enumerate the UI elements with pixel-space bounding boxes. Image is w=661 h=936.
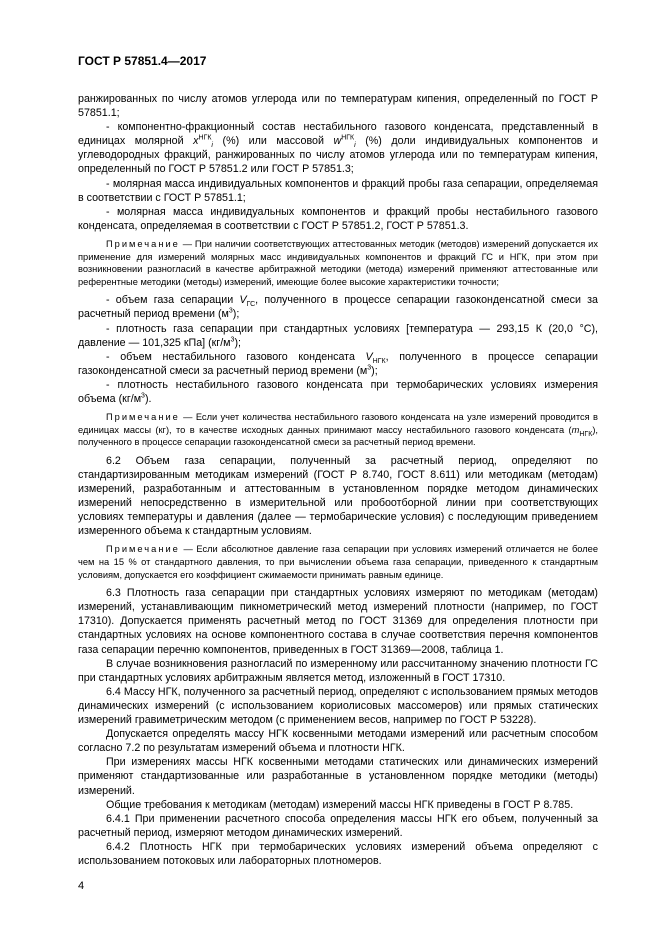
paragraph: - объем газа сепарации $V_{ГС}$, полученного в процессе сепарации газоконденсатной смеси за расчетный период времени $(м^3)$; — [78, 294, 599, 321]
note: Примечание — При наличии соответствующих аттестованных методик (методов) измерений допускается их применение для измерений молярных масс индивидуальных компонентов и фракций ГС и НГК, при этом при возникновении разногласий в качестве арбитражной методики (метода) измерений применяют аттестованные или референтные методики (методы) измерений, имеющие более высокие характеристики точности; — [78, 238, 598, 287]
page-number: 4 — [78, 880, 85, 892]
paragraph: При измерениях массы НГК косвенными методами статических или динамических измерений применяют стандартизованные или разработанные в установленном порядке методики (методы) измерений. — [78, 756, 598, 797]
note: Примечание — Если учет количества нестабильного газового конденсата на узле измерений проводится в единицах массы (кг), то в качестве исходных данных принимают массу нестабильного газового конденсата $(m_{НГК})$, полученного в процессе сепарации газоконденсатной смеси за расчетный период времени. — [78, 412, 598, 448]
section-6-3: 6.3 Плотность газа сепарации при стандартных условиях измеряют по методикам (методам) измерений, устанавливающим пикнометрический метод измерений плотности (например, по ГОСТ 17310). Допускается применять расчетный метод по ГОСТ 31369 для определения плотности при стандартных условиях на основе компонентного состава в случае соответствия перечня компонентов газа сепарации перечню компонентов, приведенных в ГОСТ 31369—2008, таблица 1. — [78, 587, 598, 656]
document-body — [78, 92, 598, 868]
section-6-2: 6.2 Объем газа сепарации, полученный за расчетный период, определяют по стандартизированным методикам измерений (ГОСТ Р 8.740, ГОСТ 8.611) или методикам (методам) измерений, разработанным и аттестованным в установленном порядке методом динамических измерений непосредственно в измерительной или пробоотборной линии при соответствующих условиях температуры и давления (далее — термобарические условия) с последующим приведением измеренного объема к стандартным условиям. — [78, 454, 598, 538]
paragraph: - плотность нестабильного газового конденсата при термобарических условиях измерения объема $(кг/м^3)$. — [78, 378, 598, 405]
paragraph: Общие требования к методикам (методам) измерений массы НГК приведены в ГОСТ Р 8.785. — [106, 798, 574, 811]
paragraph: - объем нестабильного газового конденсата $V_{НГК}$, полученного в процессе сепарации газоконденсатной смеси за расчетный период времени $(м^3)$; — [78, 350, 598, 377]
paragraph: Допускается определять массу НГК косвенными методами измерений или расчетным способом согласно 7.2 по результатам измерений объема и плотности НГК. — [78, 728, 598, 755]
note-label: Примечание — [106, 544, 180, 555]
section-6-4: 6.4 Массу НГК, полученного за расчетный период, определяют с использованием прямых методов динамических измерений (с использованием кориолисовых массомеров) или прямых статических измерений гравиметрическим методом (с применением весов, например по ГОСТ Р 53228). — [78, 685, 598, 727]
paragraph: ранжированных по числу атомов углерода или по температурам кипения, определенный по ГОСТ Р 57851.1; — [78, 93, 598, 120]
paragraph: - молярная масса индивидуальных компонентов и фракций пробы нестабильного газового конденсата, определяемая в соответствии с ГОСТ Р 57851.2, ГОСТ Р 57851.3. — [78, 205, 598, 232]
note: Примечание — Если абсолютное давление газа сепарации при условиях измерений отличается не более чем на 15 % от стандартного давления, то при вычислении объема газа сепарации, приведенного к стандартным условиям, допускается его коэффициент сжимаемости принимать равным единице. — [78, 544, 598, 580]
section-6-4-2: 6.4.2 Плотность НГК при термобарических условиях измерений объема определяют с использованием потоковых или лабораторных плотномеров. — [78, 840, 598, 867]
note-label: Примечание — [106, 238, 180, 249]
paragraph: В случае возникновения разногласий по измеренному или рассчитанному значению плотности ГС при стандартных условиях арбитражным является метод, изложенный в ГОСТ 17310. — [78, 657, 598, 684]
paragraph: - молярная масса индивидуальных компонентов и фракций пробы газа сепарации, определяемая в соответствии с ГОСТ Р 57851.1; — [78, 177, 598, 204]
section-6-4-1: 6.4.1 При применении расчетного способа определения массы НГК его объем, полученный за расчетный период, измеряют методом динамических измерений. — [78, 812, 598, 839]
note-label: Примечание — [106, 412, 180, 423]
paragraph: - компонентно-фракционный состав нестабильного газового конденсата, представленный в единицах молярной $x^{НГК}_i$ (%) или массовой $w^{НГК}_i$ (%) доли индивидуальных компонентов и углеводородных фракций, ранжированных по числу атомов углерода или по температурам кипения, определенный по ГОСТ Р 57851.2 или ГОСТ Р 57851.3; — [78, 121, 598, 176]
paragraph: - плотность газа сепарации при стандартных условиях [температура — 293,15 К (20,0 °С), давление — 101,325 кПа] $(кг/м^3)$; — [78, 322, 598, 349]
document-header: ГОСТ Р 57851.4—2017 — [78, 54, 207, 68]
